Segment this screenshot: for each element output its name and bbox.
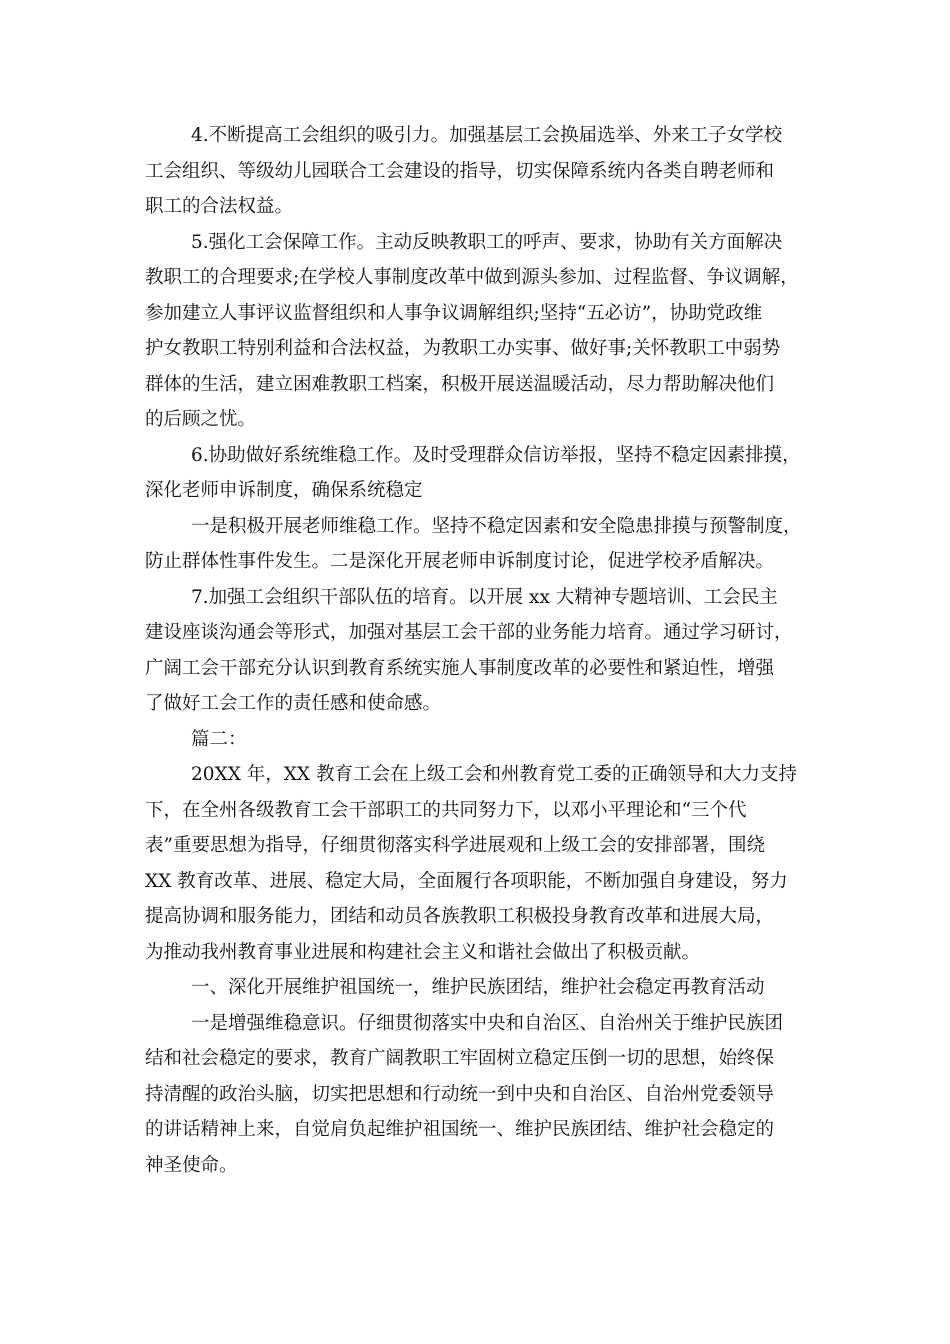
text-line: 表”重要思想为指导，仔细贯彻落实科学进展观和上级工会的安排部署，围绕 <box>145 835 765 856</box>
text-line: 教职工的合理要求;在学校人事制度改革中做到源头参加、过程监督、争议调解， <box>145 267 799 288</box>
text-line: 职工的合法权益。 <box>145 196 294 217</box>
text-line: 7.加强工会组织干部队伍的培育。以开展 xx 大精神专题培训、工会民主 <box>191 586 778 608</box>
text-line: 为推动我州教育事业进展和构建社会主义和谐社会做出了积极贡献。 <box>145 941 701 963</box>
text-line: 神圣使命。 <box>145 1154 238 1176</box>
text-line: 工会组织、等级幼儿园联合工会建设的指导，切实保障系统内各类自聘老师和 <box>145 160 775 182</box>
text-line: 篇二： <box>191 728 247 750</box>
text-line: 一是增强维稳意识。仔细贯彻落实中央和自治区、自治州关于维护民族团 <box>191 1012 784 1034</box>
text-line: 4.不断提高工会组织的吸引力。加强基层工会换届选举、外来工子女学校 <box>191 125 783 146</box>
text-line: 一、深化开展维护祖国统一，维护民族团结，维护社会稳定再教育活动 <box>191 977 765 998</box>
text-line: 防止群体性事件发生。二是深化开展老师申诉制度讨论，促进学校矛盾解决。 <box>145 551 775 572</box>
text-line: 的后顾之忧。 <box>145 409 257 430</box>
text-line: 深化老师申诉制度，确保系统稳定 <box>145 480 423 501</box>
text-line: 护女教职工特别利益和合法权益，为教职工办实事、做好事;关怀教职工中弱势 <box>145 338 781 359</box>
text-line: 结和社会稳定的要求，教育广阔教职工牢固树立稳定压倒一切的思想，始终保 <box>145 1048 775 1069</box>
text-line: 群体的生活，建立困难教职工档案，积极开展送温暖活动，尽力帮助解决他们 <box>145 373 775 395</box>
text-line: 6.协助做好系统维稳工作。及时受理群众信访举报，坚持不稳定因素排摸， <box>191 444 801 466</box>
text-line: 广阔工会干部充分认识到教育系统实施人事制度改革的必要性和紧迫性，增强 <box>145 657 775 679</box>
text-line: 建设座谈沟通会等形式，加强对基层工会干部的业务能力培育。通过学习研讨， <box>145 622 793 643</box>
text-line: 了做好工会工作的责任感和使命感。 <box>145 693 442 714</box>
text-line: 参加建立人事评议监督组织和人事争议调解组织;坚持“五必访”，协助党政维 <box>145 302 763 324</box>
text-line: 持清醒的政治头脑，切实把思想和行动统一到中央和自治区、自治州党委领导 <box>145 1083 775 1105</box>
text-line: 20XX 年，XX 教育工会在上级工会和州教育党工委的正确领导和大力支持 <box>191 764 797 785</box>
text-line: 一是积极开展老师维稳工作。坚持不稳定因素和安全隐患排摸与预警制度， <box>191 515 802 537</box>
document-body <box>145 118 815 1183</box>
text-line: XX 教育改革、进展、稳定大局，全面履行各项职能，不断加强自身建设，努力 <box>145 870 788 892</box>
text-line: 提高协调和服务能力，团结和动员各族教职工积极投身教育改革和进展大局， <box>145 906 775 927</box>
text-line: 5.强化工会保障工作。主动反映教职工的呼声、要求，协助有关方面解决 <box>191 231 783 253</box>
text-line: 下，在全州各级教育工会干部职工的共同努力下，以邓小平理论和“三个代 <box>145 799 747 821</box>
text-line: 的讲话精神上来，自觉肩负起维护祖国统一、维护民族团结、维护社会稳定的 <box>145 1119 775 1140</box>
